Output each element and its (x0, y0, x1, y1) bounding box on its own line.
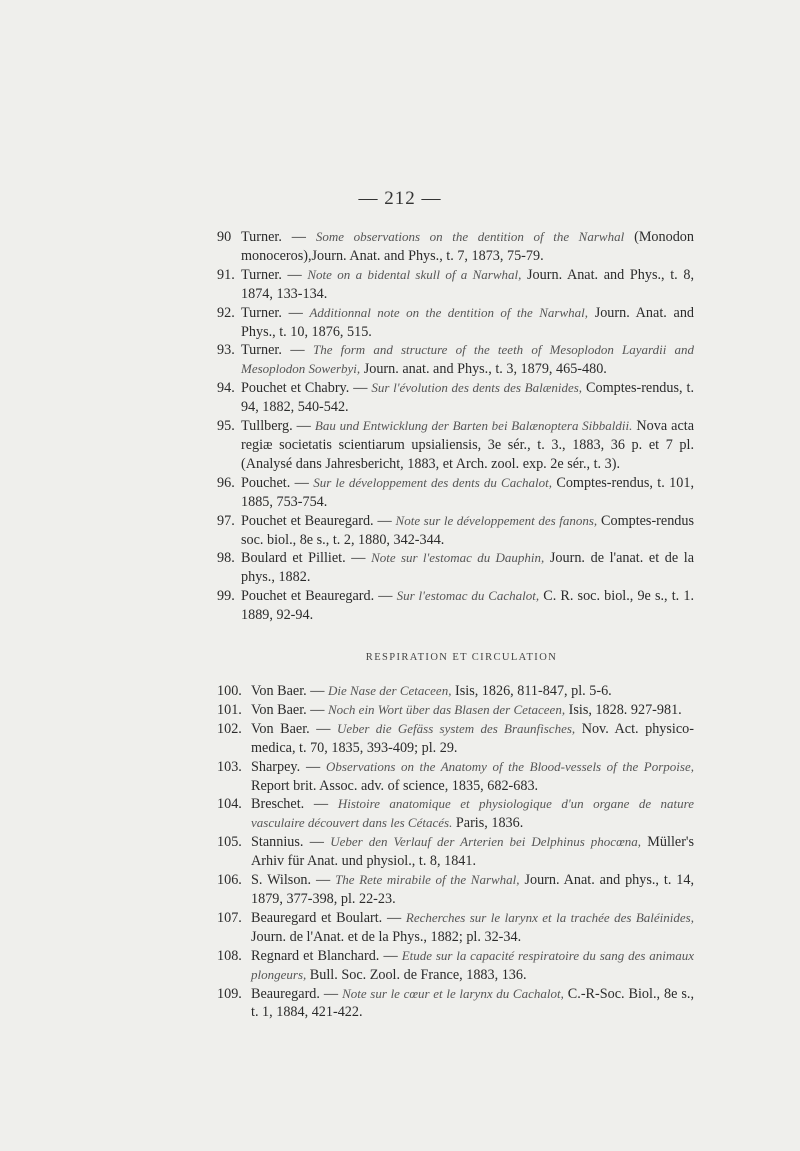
reference-separator: — (281, 266, 308, 283)
reference-separator: — (306, 683, 328, 699)
reference-title: The form and structure of the teeth of Mesoplodon Layardii and Mesoplodon Sowerbyi, (241, 342, 694, 377)
reference-entry (217, 304, 695, 342)
reference-details: (Monodon monoceros),Journ. Anat. and Phys., t. 7, 1873, 75-79. (241, 229, 694, 264)
reference-details: Isis, 1826, 811-847, pl. 5-6. (451, 683, 612, 699)
reference-separator: — (290, 474, 314, 491)
reference-title: Etude sur la capacité respiratoire du sang des animaux plongeurs, (251, 947, 694, 982)
reference-title: Additionnal note on the dentition of the Narwhal, (309, 304, 588, 320)
reference-number: 90 (217, 229, 232, 245)
reference-author: Stannius. (251, 834, 304, 851)
section-heading: RESPIRATION ET CIRCULATION (365, 652, 558, 663)
reference-details: Isis, 1828. 927-981. (565, 701, 682, 718)
reference-author: Pouchet et Beauregard. (241, 588, 375, 605)
reference-author: Turner. (241, 266, 282, 283)
reference-details: Paris, 1836. (452, 815, 524, 832)
reference-title: Observations on the Anatomy of the Blood-vessels of the Porpoise, (326, 758, 694, 774)
reference-entry (217, 341, 694, 379)
reference-details: Journ. Anat. and Phys., t. 10, 1876, 515. (241, 304, 695, 340)
reference-entry (217, 871, 695, 909)
reference-separator: — (379, 947, 402, 964)
reference-entry (217, 682, 694, 701)
reference-separator: — (281, 342, 313, 359)
reference-title: Noch ein Wort über das Blasen der Cetaceen, (327, 701, 566, 717)
reference-number: 108. (217, 947, 242, 964)
reference-author: Sharpey. (251, 758, 301, 775)
reference-separator: — (304, 796, 338, 813)
reference-separator: — (374, 588, 397, 605)
reference-details: Comptes-rendus, t. 101, 1885, 753-754. (241, 474, 695, 510)
reference-entry (217, 512, 695, 550)
reference-entry (217, 720, 694, 758)
reference-details: Nova acta regiæ societatis scientiarum upsialiensis, 3e sér., t. 3., 1883, 36 p. et 7 pl. (Analysé dans Jahresbericht, 1883, et Arch. zool. exp. 2e sér., t. 3). (241, 418, 695, 472)
reference-details: Müller's Arhiv für Anat. und physiol., t. 8, 1841. (251, 834, 694, 870)
reference-author: Regnard et Blanchard. (251, 947, 380, 964)
reference-number: 109. (217, 985, 242, 1002)
reference-number: 92. (217, 304, 235, 321)
reference-details: Journ. Anat. and Phys., t. 8, 1874, 133-134. (241, 266, 694, 302)
reference-title: Note sur le cœur et le larynx du Cachalot, (342, 985, 564, 1001)
reference-title: Sur le développement des dents du Cachalot, (313, 474, 552, 490)
reference-number: 93. (217, 342, 235, 359)
reference-number: 105. (217, 834, 242, 851)
reference-title: Sur l'estomac du Cachalot, (396, 588, 540, 604)
reference-author: Pouchet et Chabry. (241, 380, 350, 397)
reference-entry (217, 587, 695, 625)
reference-title: Ueber die Gefäss system des Braunfisches, (337, 720, 576, 736)
reference-title: Die Nase der Cetaceen, (327, 683, 452, 698)
page-number: — 212 — (358, 188, 442, 209)
reference-title: The Rete mirabile of the Narwhal, (335, 872, 520, 888)
reference-number: 107. (217, 909, 242, 926)
reference-entry (217, 833, 694, 871)
reference-author: Turner. (241, 342, 282, 359)
reference-list-dentition (217, 228, 695, 625)
reference-title: Bau und Entwicklung der Barten bei Balænoptera Sibbaldii. (314, 418, 633, 434)
reference-entry (217, 758, 694, 796)
reference-separator: — (319, 985, 343, 1002)
reference-author: Von Baer. (251, 701, 307, 718)
reference-details: Journ. de l'Anat. et de la Phys., 1882; pl. 32-34. (251, 928, 522, 945)
reference-author: Beauregard. (251, 985, 320, 1002)
reference-entry (217, 947, 694, 985)
reference-number: 103. (217, 758, 242, 775)
reference-author: Von Baer. (251, 683, 307, 699)
reference-number: 91. (217, 266, 235, 283)
reference-title: Note sur l'estomac du Dauphin, (371, 550, 545, 566)
reference-details: Comptes-rendus soc. biol., 8e s., t. 2, 1880, 342-344. (241, 512, 695, 548)
reference-entry (217, 701, 694, 720)
reference-details: C. R. soc. biol., 9e s., t. 1. 1889, 92-94. (241, 588, 695, 624)
reference-title: Histoire anatomique et physiologique d'un organe de nature vasculaire découvert dans les Cétacés. (251, 796, 695, 831)
reference-separator: — (373, 512, 396, 529)
reference-number: 100. (217, 683, 242, 699)
reference-details: Journ. de l'anat. et de la phys., 1882. (241, 550, 695, 586)
reference-entry (217, 379, 695, 417)
reference-number: 94. (217, 380, 235, 397)
reference-number: 106. (217, 872, 242, 889)
reference-details: Comptes-rendus, t. 94, 1882, 540-542. (241, 380, 695, 416)
reference-author: Boulard et Pilliet. (241, 550, 346, 567)
reference-details: C.-R-Soc. Biol., 8e s., t. 1, 1884, 421-422. (251, 985, 694, 1021)
reference-separator: — (345, 550, 372, 567)
reference-number: 95. (217, 418, 235, 435)
reference-number: 104. (217, 796, 242, 813)
reference-title: Ueber den Verlauf der Arterien bei Delphinus phocœna, (330, 834, 641, 850)
reference-title: Recherches sur le larynx et la trachée des Baléinides, (405, 909, 694, 925)
reference-title: Note on a bidental skull of a Narwhal, (307, 266, 522, 282)
reference-author: Beauregard et Boulart. (251, 909, 383, 926)
reference-details: Journ. anat. and Phys., t. 3, 1879, 465-480. (360, 361, 607, 378)
reference-separator: — (300, 758, 327, 775)
reference-entry (217, 549, 695, 587)
reference-separator: — (311, 872, 336, 889)
reference-details: Nov. Act. physico-medica, t. 70, 1835, 393-409; pl. 29. (251, 720, 694, 756)
reference-entry (217, 474, 695, 512)
reference-separator: — (306, 701, 328, 718)
reference-details: Report brit. Assoc. adv. of science, 1835, 682-683. (251, 777, 539, 794)
reference-title: Some observations on the dentition of the Narwhal (315, 229, 625, 244)
reference-author: S. Wilson. (251, 872, 312, 889)
reference-author: Pouchet et Beauregard. (241, 512, 374, 529)
reference-title: Sur l'évolution des dents des Balænides, (371, 380, 583, 396)
reference-separator: — (382, 909, 406, 926)
reference-number: 96. (217, 474, 235, 491)
reference-details: Bull. Soc. Zool. de France, 1883, 136. (306, 966, 527, 983)
reference-number: 99. (217, 588, 235, 605)
reference-entry (217, 985, 694, 1023)
reference-separator: — (281, 229, 316, 245)
reference-entry (217, 417, 695, 474)
reference-title: Note sur le développement des fanons, (395, 512, 598, 528)
reference-entry (217, 909, 694, 947)
reference-entry (217, 795, 695, 833)
reference-author: Pouchet. (241, 474, 291, 491)
reference-separator: — (309, 720, 337, 737)
reference-author: Von Baer. (251, 720, 310, 737)
reference-entry (217, 228, 694, 266)
reference-separator: — (292, 418, 315, 435)
reference-author: Turner. (241, 229, 282, 245)
reference-author: Breschet. (251, 796, 305, 813)
reference-separator: — (303, 834, 331, 851)
reference-author: Turner. (241, 304, 282, 321)
reference-author: Tullberg. (241, 418, 293, 435)
reference-number: 102. (217, 720, 242, 737)
reference-number: 98. (217, 550, 235, 567)
reference-separator: — (349, 380, 372, 397)
reference-number: 97. (217, 512, 235, 529)
reference-list-respiration (217, 682, 695, 1022)
reference-separator: — (281, 304, 310, 321)
reference-entry (217, 266, 694, 304)
reference-details: Journ. Anat. and phys., t. 14, 1879, 377-398, pl. 22-23. (251, 872, 695, 907)
reference-number: 101. (217, 701, 242, 718)
